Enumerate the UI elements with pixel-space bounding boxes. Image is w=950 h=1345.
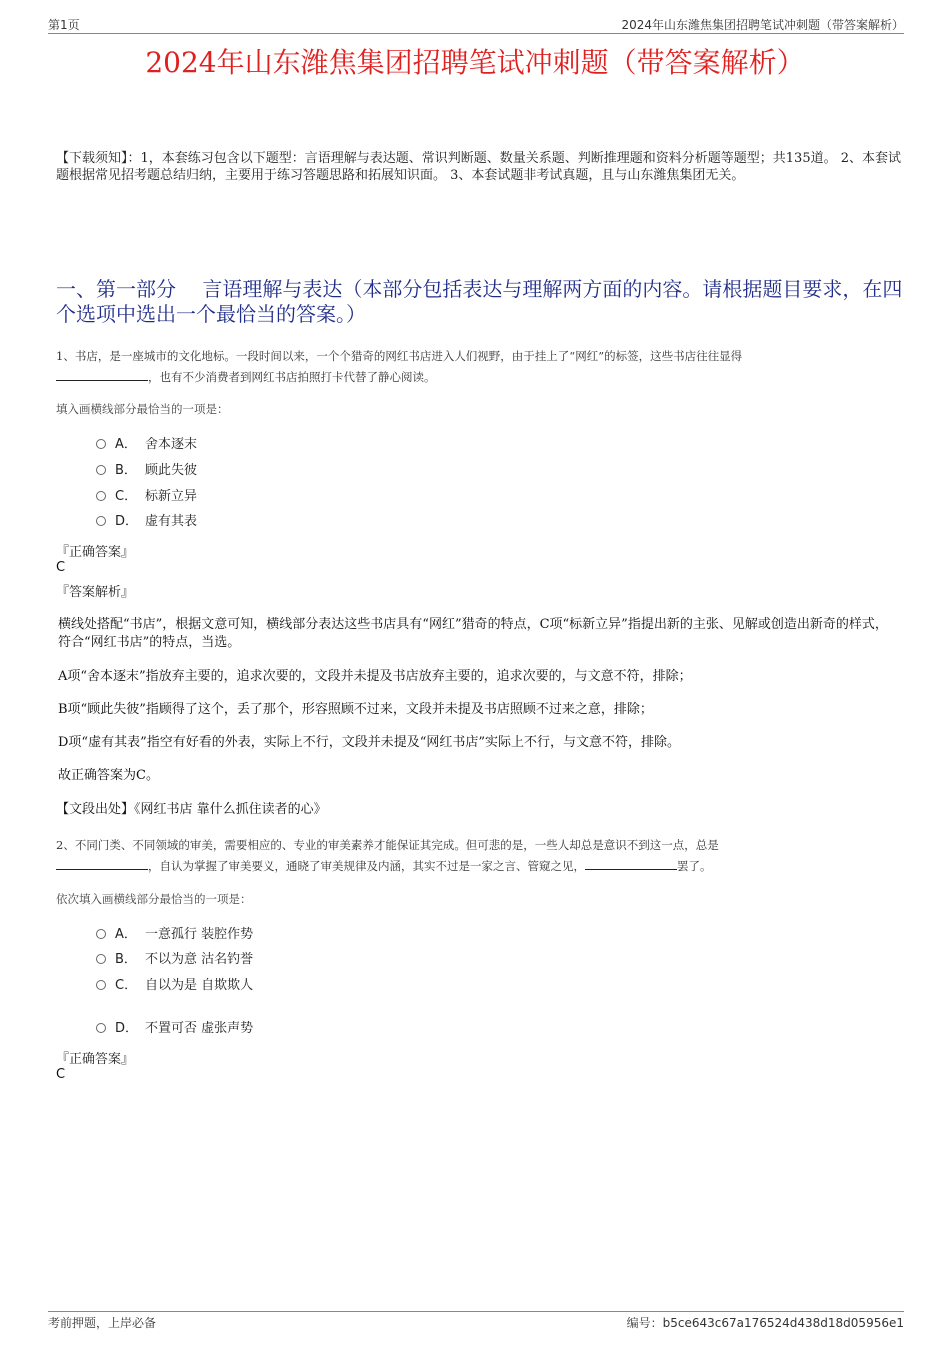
question-2-option-d[interactable]: D． 不置可否 虚张声势 <box>96 1020 253 1038</box>
question-2-option-b[interactable]: B． 不以为意 沽名钓誉 <box>96 951 253 969</box>
question-1-answer-label: 『正确答案』 <box>56 545 135 560</box>
radio-icon[interactable] <box>96 439 106 449</box>
question-1-stem-part-b: ，也有不少消费者到网红书店拍照打卡代替了静心阅读。 <box>148 370 436 384</box>
question-1-option-b[interactable]: B． 顾此失彼 <box>96 462 197 480</box>
analysis-paragraph: D项“虚有其表”指空有好看的外表，实际上不行，文段并未提及“网红书店”实际上不行，与文意不符，排除。 <box>58 735 681 750</box>
radio-icon[interactable] <box>96 1023 106 1033</box>
footer-code-label: 编号： <box>626 1316 663 1330</box>
analysis-paragraph: 横线处搭配“书店”，根据文意可知，横线部分表达这些书店具有“网红”猎奇的特点，C项“标新立异”指提出新的主张、见解或创造出新奇的样式，符合“网红书店”的特点，当选。 <box>58 617 888 650</box>
page-number: 第1页 <box>48 18 80 32</box>
question-2-stem-part-c: 罢了。 <box>677 859 712 873</box>
question-1-answer: C <box>56 560 66 575</box>
radio-icon[interactable] <box>96 491 106 501</box>
download-notice: 【下载须知】：1，本套练习包含以下题型：言语理解与表达题、常识判断题、数量关系题、判断推理题和资料分析题等题型；共135道。 2、本套试题根据常见招考题总结归纳，主要用于练习答题思路和拓展知识面。 3、本套试题非考试真题，且与山东潍焦集团无关。 <box>56 151 901 183</box>
question-1-option-c[interactable]: C． 标新立异 <box>96 488 197 506</box>
radio-icon[interactable] <box>96 516 106 526</box>
header-divider <box>48 33 904 34</box>
radio-icon[interactable] <box>96 465 106 475</box>
footer-divider <box>48 1311 904 1312</box>
header-doc-title: 2024年山东潍焦集团招聘笔试冲刺题（带答案解析） <box>621 18 904 32</box>
question-2-option-a[interactable]: A． 一意孤行 装腔作势 <box>96 926 253 944</box>
analysis-paragraph: A项“舍本逐末”指放弃主要的，追求次要的，文段并未提及书店放弃主要的，追求次要的，与文意不符，排除； <box>58 669 692 684</box>
question-2-stem-part-a: 2、不同门类、不同领域的审美，需要相应的、专业的审美素养才能保证其完成。但可悲的是，一些人却总是意识不到这一点，总是 <box>56 838 719 852</box>
section-heading: 一、第一部分 言语理解与表达（本部分包括表达与理解两方面的内容。请根据题目要求，在四个选项中选出一个最恰当的答案。） <box>56 277 903 326</box>
question-1-prompt: 填入画横线部分最恰当的一项是： <box>56 402 229 416</box>
question-1-source: 【文段出处】《网红书店 靠什么抓住读者的心》 <box>56 802 327 817</box>
question-1-option-d[interactable]: D． 虚有其表 <box>96 513 197 531</box>
question-2-prompt: 依次填入画横线部分最恰当的一项是： <box>56 892 252 906</box>
footer-code <box>627 1314 904 1331</box>
analysis-paragraph: 故正确答案为C。 <box>58 768 159 783</box>
analysis-paragraph: B项“顾此失彼”指顾得了这个，丢了那个，形容照顾不过来，文段并未提及书店照顾不过来之意，排除； <box>58 702 653 717</box>
question-1-analysis-label: 『答案解析』 <box>56 585 135 600</box>
question-2-stem <box>56 835 906 877</box>
footer-code-value: b5ce643c67a176524d438d18d05956e1 <box>662 1316 904 1330</box>
question-1-stem-part-a: 1、书店，是一座城市的文化地标。一段时间以来，一个个猎奇的网红书店进入人们视野，由于挂上了“网红”的标签，这些书店往往显得 <box>56 349 743 363</box>
fill-blank <box>56 857 148 870</box>
question-2-answer-label: 『正确答案』 <box>56 1052 135 1067</box>
question-2-stem-part-b: ，自认为掌握了审美要义，通晓了审美规律及内涵，其实不过是一家之言、管窥之见， <box>148 859 585 873</box>
radio-icon[interactable] <box>96 954 106 964</box>
radio-icon[interactable] <box>96 980 106 990</box>
question-2-option-c[interactable]: C． 自以为是 自欺欺人 <box>96 977 253 995</box>
fill-blank <box>585 857 677 870</box>
question-1-option-a[interactable]: A． 舍本逐末 <box>96 436 197 454</box>
page-title: 2024年山东潍焦集团招聘笔试冲刺题（带答案解析） <box>145 46 805 79</box>
question-2-answer: C <box>56 1067 66 1082</box>
fill-blank <box>56 368 148 381</box>
question-1-stem <box>56 346 906 388</box>
radio-icon[interactable] <box>96 929 106 939</box>
footer-slogan: 考前押题，上岸必备 <box>48 1316 157 1330</box>
